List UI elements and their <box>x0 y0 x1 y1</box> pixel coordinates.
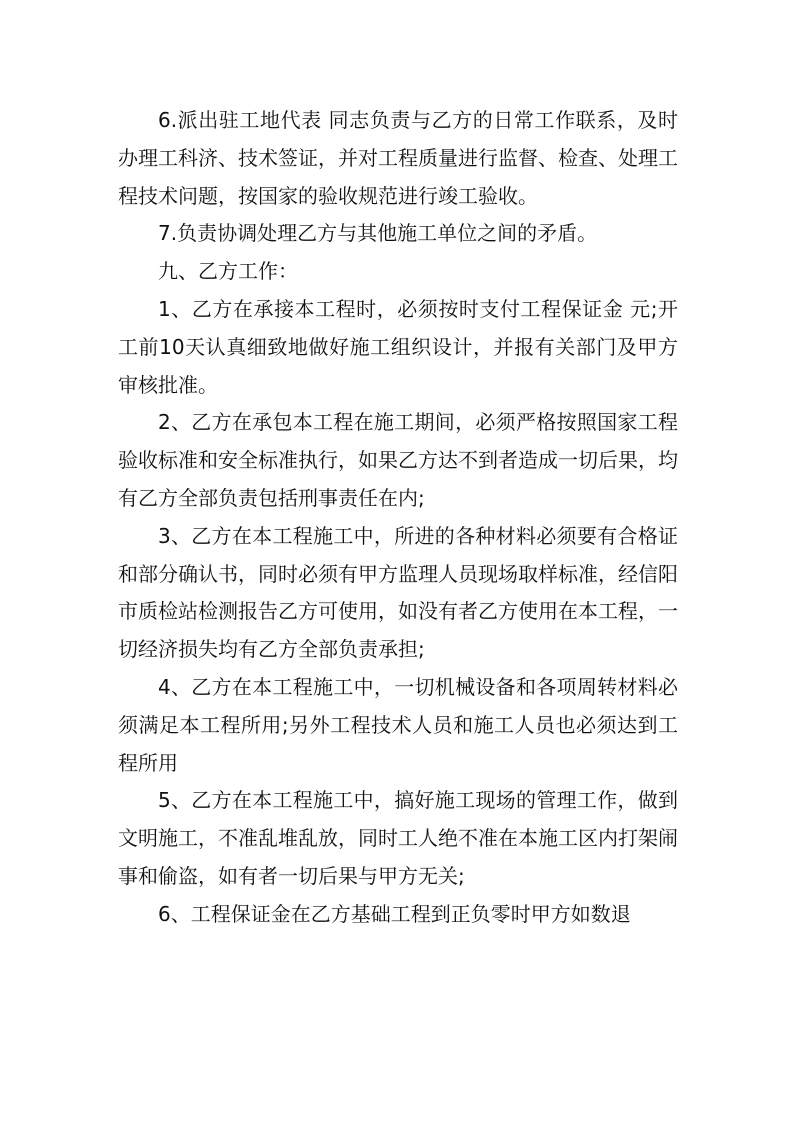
paragraph-clause-6-party-a: 6.派出驻工地代表 同志负责与乙方的日常工作联系，及时办理工科济、技术签证，并对工程质量进行监督、检查、处理工程技术问题，按国家的验收规范进行竣工验收。 <box>118 108 678 208</box>
paragraph-clause-1-party-b: 1、乙方在承接本工程时，必须按时支付工程保证金 元;开工前10天认真细致地做好施工组织设计，并报有关部门及甲方审核批准。 <box>118 296 678 397</box>
section-heading-party-b-work: 九、乙方工作： <box>158 259 298 284</box>
paragraph-clause-4-party-b: 4、乙方在本工程施工中，一切机械设备和各项周转材料必须满足本工程所用;另外工程技术人员和施工人员也必须达到工程所用 <box>118 674 678 775</box>
paragraph-clause-3-party-b: 3、乙方在本工程施工中，所进的各种材料必须要有合格证和部分确认书，同时必须有甲方监理人员现场取样标准，经信阳市质检站检测报告乙方可使用，如没有者乙方使用在本工程，一切经济损失均有乙方全部负责承担; <box>118 523 678 662</box>
paragraph-clause-6-party-b: 6、工程保证金在乙方基础工程到正负零时甲方如数退 <box>158 901 631 926</box>
paragraph-clause-7-party-a: 7.负责协调处理乙方与其他施工单位之间的矛盾。 <box>158 221 598 246</box>
paragraph-clause-2-party-b: 2、乙方在承包本工程在施工期间，必须严格按照国家工程验收标准和安全标准执行，如果乙方达不到者造成一切后果，均有乙方全部负责包括刑事责任在内; <box>118 410 678 510</box>
document-body <box>118 102 678 934</box>
paragraph-clause-5-party-b: 5、乙方在本工程施工中，搞好施工现场的管理工作，做到文明施工，不准乱堆乱放，同时工人绝不准在本施工区内打架闹事和偷盗，如有者一切后果与甲方无关; <box>118 788 678 888</box>
